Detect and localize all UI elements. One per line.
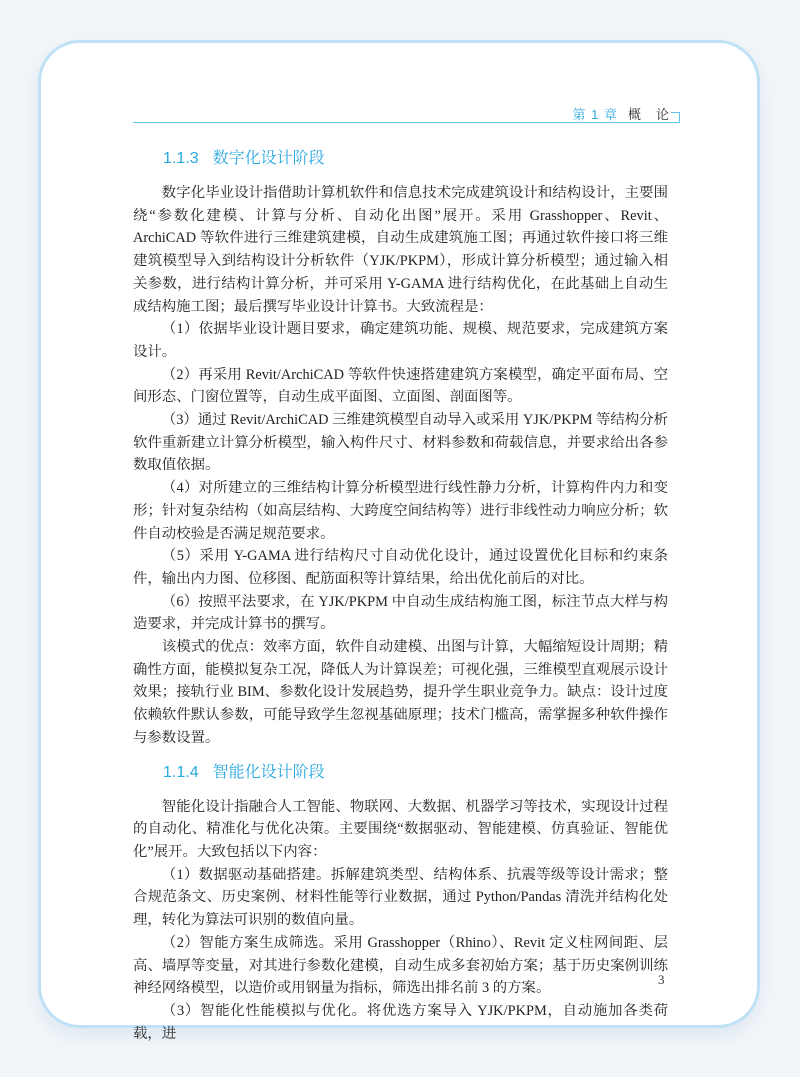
section-title: 智能化设计阶段 bbox=[212, 763, 325, 781]
running-header bbox=[133, 104, 680, 123]
list-item: （2）再采用 Revit/ArchiCAD 等软件快速搭建建筑方案模型，确定平面布局、空间形态、门窗位置等，自动生成平面图、立面图、剖面图等。 bbox=[133, 366, 668, 406]
paragraph: 智能化设计指融合人工智能、物联网、大数据、机器学习等技术，实现设计过程的自动化、精准化与优化决策。主要围绕“数据驱动、智能建模、仿真验证、智能优化”展开。大致包括以下内容： bbox=[133, 798, 668, 860]
header-corner-mark bbox=[671, 112, 680, 123]
list-item: （3）智能化性能模拟与优化。将优选方案导入 YJK/PKPM，自动施加各类荷载，进 bbox=[133, 1002, 668, 1042]
chapter-number: 第 1 章 bbox=[572, 107, 618, 122]
section-number: 1.1.4 bbox=[163, 763, 199, 781]
paragraph: 数字化毕业设计指借助计算机软件和信息技术完成建筑设计和结构设计，主要围绕“参数化建模、计算与分析、自动化出图”展开。采用 Grasshopper、Revit、ArchiCAD 等软件进行三维建筑建模，自动生成建筑施工图；再通过软件接口将三维建筑模型导入到结构设计分析软件（YJK/PKPM），形成计算分析模型；通过输入相关参数，进行结构计算分析，并可采用 Y-GAMA 进行结构优化，在此基础上自动生成结构施工图；最后撰写毕业设计计算书。大致流程是： bbox=[133, 185, 668, 315]
page-number: 3 bbox=[658, 972, 665, 987]
list-item: （1）数据驱动基础搭建。拆解建筑类型、结构体系、抗震等级等设计需求；整合规范条文、历史案例、材料性能等行业数据，通过 Python/Pandas 清洗并结构化处理，转化为算法可识别的数值向量。 bbox=[133, 866, 668, 929]
page-body bbox=[133, 146, 668, 1045]
section-number: 1.1.3 bbox=[163, 150, 199, 167]
paragraph: 该模式的优点：效率方面，软件自动建模、出图与计算，大幅缩短设计周期；精确性方面，能模拟复杂工况，降低人为计算误差；可视化强，三维模型直观展示设计效果；接轨行业 BIM、参数化设计发展趋势，提升学生职业竞争力。缺点：设计过度依赖软件默认参数，可能导致学生忽视基础原理；技术门槛高，需掌握多种软件操作与参数设置。 bbox=[133, 639, 668, 746]
section-heading-1-1-3 bbox=[163, 146, 668, 172]
chapter-title: 概 论 bbox=[627, 107, 670, 122]
list-item: （2）智能方案生成筛选。采用 Grasshopper（Rhino）、Revit 定义柱网间距、层高、墙厚等变量，对其进行参数化建模，自动生成多套初始方案；基于历史案例训练神经网络模型，以造价或用钢量为指标，筛选出排名前 3 的方案。 bbox=[133, 934, 668, 997]
list-item: （4）对所建立的三维结构计算分析模型进行线性静力分析，计算构件内力和变形；针对复杂结构（如高层结构、大跨度空间结构等）进行非线性动力响应分析；软件自动校验是否满足规范要求。 bbox=[133, 480, 668, 542]
section-title: 数字化设计阶段 bbox=[212, 150, 325, 167]
section-heading-1-1-4 bbox=[163, 760, 668, 786]
list-item: （1）依据毕业设计题目要求，确定建筑功能、规模、规范要求，完成建筑方案设计。 bbox=[133, 321, 668, 360]
list-item: （3）通过 Revit/ArchiCAD 三维建筑模型自动导入或采用 YJK/PKPM 等结构分析软件重新建立计算分析模型，输入构件尺寸、材料参数和荷载信息，并要求给出各参数取值依据。 bbox=[133, 412, 668, 474]
list-item: （6）按照平法要求，在 YJK/PKPM 中自动生成结构施工图，标注节点大样与构造要求，并完成计算书的撰写。 bbox=[133, 593, 668, 633]
list-item: （5）采用 Y-GAMA 进行结构尺寸自动优化设计，通过设置优化目标和约束条件，输出内力图、位移图、配筋面积等计算结果，给出优化前后的对比。 bbox=[133, 548, 668, 587]
